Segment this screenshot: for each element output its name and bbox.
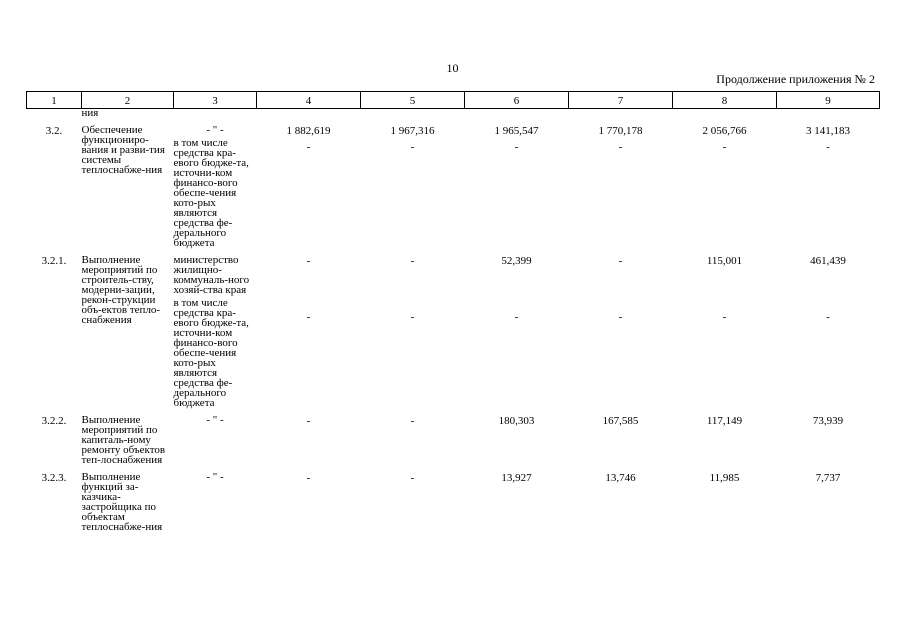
value: 461,439 — [810, 255, 846, 267]
column-number-header: 7 — [569, 92, 673, 109]
page-number: 10 — [446, 61, 459, 75]
value: - — [618, 255, 623, 267]
value-cell — [777, 118, 880, 248]
value-cell — [257, 248, 361, 408]
column-number-header: 4 — [257, 92, 361, 109]
value-cell — [673, 248, 777, 408]
value: 117,149 — [706, 415, 743, 427]
measure-name: Выполнение функций за-казчика-застройщика по объектам теплоснабже-ния — [81, 471, 163, 533]
column-number-header: 6 — [465, 92, 569, 109]
sub-value: - — [306, 141, 311, 153]
sub-value: - — [722, 141, 727, 153]
funding-source-note: в том числе средства кра-евого бюдже-та, источни-ком финансо-вого обеспе-чения кото-рых являются средства фе-дерального бюджета — [173, 137, 249, 249]
row-number: 3.2. — [45, 125, 63, 137]
sub-value: - — [410, 311, 415, 323]
funding-source-note: в том числе средства кра-евого бюдже-та, источни-ком финансо-вого обеспе-чения кото-рых являются средства фе-дерального бюджета — [173, 297, 249, 409]
value-cell — [465, 118, 569, 248]
value: 13,927 — [501, 472, 532, 484]
column-number-header: 3 — [174, 92, 257, 109]
column-number-header: 9 — [777, 92, 880, 109]
row-number: 3.2.3. — [41, 472, 67, 484]
value: - — [306, 472, 311, 484]
executor-name: министерство жилищно-коммуналь-ного хозяй-ства края — [173, 254, 250, 296]
sub-value: - — [826, 141, 830, 153]
value-cell — [673, 118, 777, 248]
value: - — [410, 472, 415, 484]
value: 3 141,183 — [806, 125, 850, 137]
measure-name: Выполнение мероприятий по капиталь-ному ремонту объектов теп-лоснабжения — [81, 414, 166, 466]
value: 11,985 — [709, 472, 740, 484]
column-number-header: 2 — [82, 92, 174, 109]
sub-value: - — [722, 311, 727, 323]
sub-value: - — [410, 141, 415, 153]
table-row — [27, 408, 880, 465]
executor-name: - " - — [206, 414, 224, 426]
sub-value: - — [514, 141, 519, 153]
value: 1 967,316 — [390, 125, 435, 137]
value: - — [410, 415, 415, 427]
value: 1 770,178 — [598, 125, 643, 137]
sub-value: - — [514, 311, 519, 323]
executor-name: - " - — [206, 124, 224, 136]
value: 1 965,547 — [494, 125, 539, 137]
sub-value: - — [826, 311, 830, 323]
executor-cell — [174, 118, 257, 248]
continued-text: ния — [81, 107, 99, 119]
budget-table — [26, 91, 880, 532]
value-cell — [569, 118, 673, 248]
value-cell — [569, 248, 673, 408]
value-cell — [361, 118, 465, 248]
value-cell — [465, 248, 569, 408]
value: 73,939 — [812, 415, 844, 427]
value: - — [306, 415, 311, 427]
sub-value: - — [618, 311, 623, 323]
value-cell — [257, 118, 361, 248]
value: 2 056,766 — [702, 125, 747, 137]
appendix-note: Продолжение приложения № 2 — [716, 72, 875, 86]
value-cell — [777, 248, 880, 408]
value: 52,399 — [501, 255, 532, 267]
table-row — [27, 248, 880, 408]
value: - — [306, 255, 311, 267]
value: 167,585 — [602, 415, 639, 427]
column-number-header: 1 — [27, 92, 82, 109]
column-number-header-row — [27, 92, 880, 109]
measure-name: Выполнение мероприятий по строитель-ству, модерни-зации, рекон-струкции объ-ектов тепло-снабжения — [81, 254, 161, 326]
sub-value: - — [306, 311, 311, 323]
value: 115,001 — [706, 255, 743, 267]
value: 7,737 — [815, 472, 841, 484]
measure-name: Обеспечение функциониро-вания и разви-тия системы теплоснабже-ния — [81, 124, 165, 176]
value: - — [410, 255, 415, 267]
value: 13,746 — [605, 472, 636, 484]
row-number: 3.2.1. — [41, 255, 67, 267]
sub-value: - — [618, 141, 623, 153]
table-row — [27, 465, 880, 532]
value-cell — [361, 248, 465, 408]
table-row — [27, 109, 880, 119]
table-row — [27, 118, 880, 248]
column-number-header: 8 — [673, 92, 777, 109]
row-number: 3.2.2. — [41, 415, 67, 427]
executor-cell — [174, 248, 257, 408]
value: 180,303 — [498, 415, 535, 427]
value: 1 882,619 — [286, 125, 331, 137]
column-number-header: 5 — [361, 92, 465, 109]
executor-name: - " - — [206, 471, 224, 483]
